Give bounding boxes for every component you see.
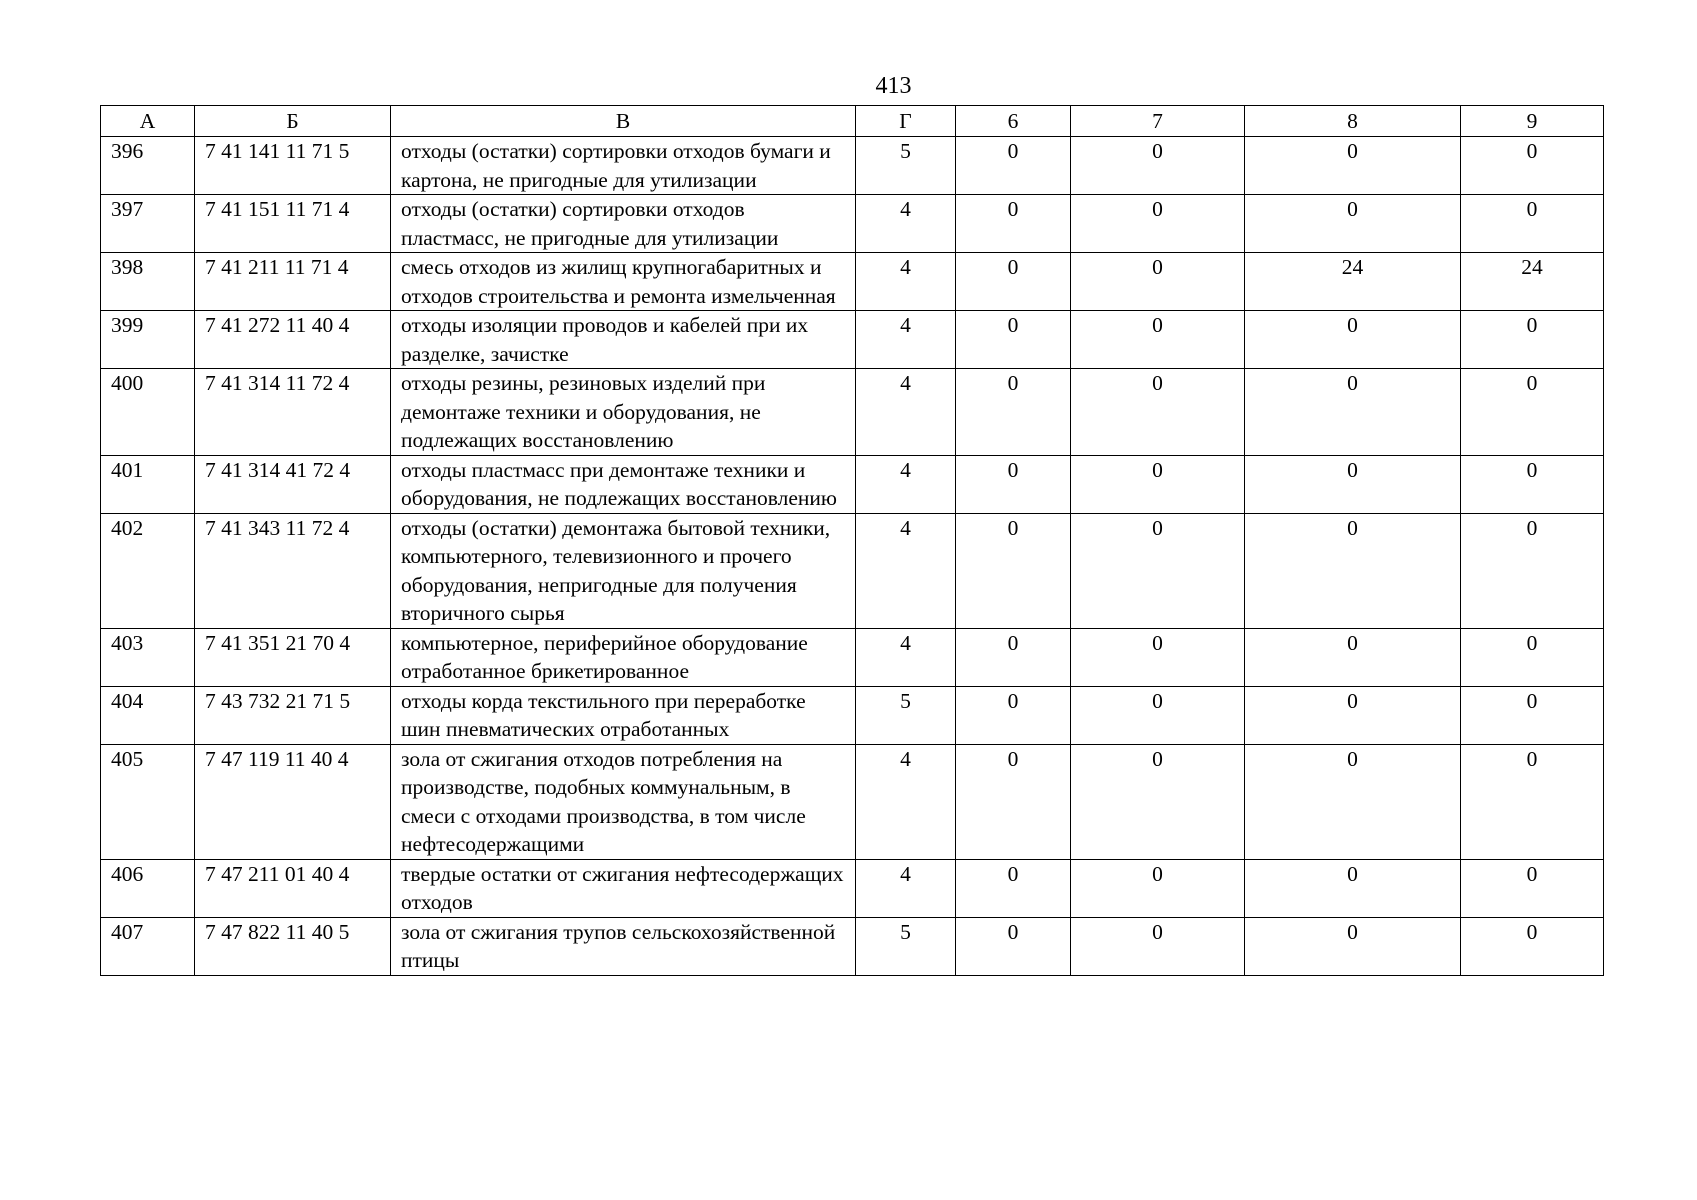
table-row — [101, 455, 1604, 513]
table-row — [101, 253, 1604, 311]
column-7-cell: 0 — [1071, 455, 1245, 513]
table-row — [101, 628, 1604, 686]
column-8-cell: 0 — [1245, 628, 1461, 686]
page-number: 413 — [875, 73, 912, 99]
column-8-cell: 0 — [1245, 311, 1461, 369]
column-8-cell: 0 — [1245, 137, 1461, 195]
column-6-cell: 0 — [956, 195, 1071, 253]
hazard-class-cell: 4 — [856, 859, 956, 917]
waste-name-cell: отходы (остатки) демонтажа бытовой техники, компьютерного, телевизионного и прочего оборудования, непригодные для получения вторичного сырья — [391, 513, 856, 628]
waste-name-cell: компьютерное, периферийное оборудование отработанное брикетированное — [391, 628, 856, 686]
waste-name-cell: отходы (остатки) сортировки отходов пластмасс, не пригодные для утилизации — [391, 195, 856, 253]
waste-name-cell: зола от сжигания отходов потребления на производстве, подобных коммунальным, в смеси с отходами производства, в том числе нефтесодержащими — [391, 744, 856, 859]
hazard-class-cell: 4 — [856, 513, 956, 628]
waste-code-cell: 7 41 151 11 71 4 — [195, 195, 391, 253]
column-6-cell: 0 — [956, 859, 1071, 917]
column-8-cell: 0 — [1245, 859, 1461, 917]
column-header-9: 9 — [1461, 106, 1604, 137]
table-row — [101, 137, 1604, 195]
waste-code-cell: 7 41 314 11 72 4 — [195, 369, 391, 456]
column-header-v: В — [391, 106, 856, 137]
waste-code-cell: 7 47 822 11 40 5 — [195, 917, 391, 975]
column-9-cell: 0 — [1461, 513, 1604, 628]
column-7-cell: 0 — [1071, 744, 1245, 859]
row-number-cell: 397 — [101, 195, 195, 253]
column-header-g: Г — [856, 106, 956, 137]
column-7-cell: 0 — [1071, 917, 1245, 975]
column-9-cell: 24 — [1461, 253, 1604, 311]
table-row — [101, 513, 1604, 628]
hazard-class-cell: 4 — [856, 628, 956, 686]
row-number-cell: 400 — [101, 369, 195, 456]
table-row — [101, 311, 1604, 369]
column-8-cell: 24 — [1245, 253, 1461, 311]
waste-code-cell: 7 43 732 21 71 5 — [195, 686, 391, 744]
waste-code-cell: 7 47 119 11 40 4 — [195, 744, 391, 859]
column-6-cell: 0 — [956, 253, 1071, 311]
column-7-cell: 0 — [1071, 311, 1245, 369]
row-number-cell: 401 — [101, 455, 195, 513]
table-row — [101, 744, 1604, 859]
column-9-cell: 0 — [1461, 195, 1604, 253]
row-number-cell: 399 — [101, 311, 195, 369]
waste-code-cell: 7 41 343 11 72 4 — [195, 513, 391, 628]
column-7-cell: 0 — [1071, 369, 1245, 456]
column-7-cell: 0 — [1071, 628, 1245, 686]
table-row — [101, 917, 1604, 975]
waste-name-cell: зола от сжигания трупов сельскохозяйственной птицы — [391, 917, 856, 975]
table-row — [101, 686, 1604, 744]
column-header-6: 6 — [956, 106, 1071, 137]
column-9-cell: 0 — [1461, 686, 1604, 744]
hazard-class-cell: 5 — [856, 137, 956, 195]
column-9-cell: 0 — [1461, 744, 1604, 859]
column-6-cell: 0 — [956, 628, 1071, 686]
waste-name-cell: отходы изоляции проводов и кабелей при их разделке, зачистке — [391, 311, 856, 369]
row-number-cell: 405 — [101, 744, 195, 859]
column-header-a: А — [101, 106, 195, 137]
waste-name-cell: отходы корда текстильного при переработке шин пневматических отработанных — [391, 686, 856, 744]
table-row — [101, 195, 1604, 253]
waste-code-cell: 7 41 351 21 70 4 — [195, 628, 391, 686]
column-header-b: Б — [195, 106, 391, 137]
row-number-cell: 403 — [101, 628, 195, 686]
waste-code-cell: 7 41 141 11 71 5 — [195, 137, 391, 195]
column-8-cell: 0 — [1245, 195, 1461, 253]
hazard-class-cell: 4 — [856, 311, 956, 369]
hazard-class-cell: 4 — [856, 455, 956, 513]
column-8-cell: 0 — [1245, 455, 1461, 513]
column-header-8: 8 — [1245, 106, 1461, 137]
row-number-cell: 407 — [101, 917, 195, 975]
waste-code-cell: 7 41 272 11 40 4 — [195, 311, 391, 369]
hazard-class-cell: 4 — [856, 744, 956, 859]
table-row — [101, 859, 1604, 917]
column-8-cell: 0 — [1245, 744, 1461, 859]
column-7-cell: 0 — [1071, 137, 1245, 195]
column-8-cell: 0 — [1245, 513, 1461, 628]
row-number-cell: 396 — [101, 137, 195, 195]
column-6-cell: 0 — [956, 744, 1071, 859]
column-header-7: 7 — [1071, 106, 1245, 137]
column-9-cell: 0 — [1461, 628, 1604, 686]
column-8-cell: 0 — [1245, 369, 1461, 456]
waste-code-cell: 7 41 211 11 71 4 — [195, 253, 391, 311]
column-9-cell: 0 — [1461, 455, 1604, 513]
column-6-cell: 0 — [956, 455, 1071, 513]
hazard-class-cell: 4 — [856, 253, 956, 311]
waste-code-cell: 7 47 211 01 40 4 — [195, 859, 391, 917]
waste-code-cell: 7 41 314 41 72 4 — [195, 455, 391, 513]
waste-table — [100, 105, 1604, 976]
column-7-cell: 0 — [1071, 686, 1245, 744]
waste-name-cell: смесь отходов из жилищ крупногабаритных и отходов строительства и ремонта измельченная — [391, 253, 856, 311]
column-9-cell: 0 — [1461, 859, 1604, 917]
column-9-cell: 0 — [1461, 137, 1604, 195]
row-number-cell: 406 — [101, 859, 195, 917]
column-6-cell: 0 — [956, 369, 1071, 456]
column-7-cell: 0 — [1071, 195, 1245, 253]
hazard-class-cell: 5 — [856, 686, 956, 744]
hazard-class-cell: 4 — [856, 369, 956, 456]
waste-name-cell: твердые остатки от сжигания нефтесодержащих отходов — [391, 859, 856, 917]
waste-name-cell: отходы резины, резиновых изделий при демонтаже техники и оборудования, не подлежащих восстановлению — [391, 369, 856, 456]
row-number-cell: 398 — [101, 253, 195, 311]
column-7-cell: 0 — [1071, 253, 1245, 311]
column-7-cell: 0 — [1071, 513, 1245, 628]
waste-name-cell: отходы (остатки) сортировки отходов бумаги и картона, не пригодные для утилизации — [391, 137, 856, 195]
row-number-cell: 404 — [101, 686, 195, 744]
column-7-cell: 0 — [1071, 859, 1245, 917]
table-header-row — [101, 106, 1604, 137]
row-number-cell: 402 — [101, 513, 195, 628]
table-body — [101, 137, 1604, 976]
column-6-cell: 0 — [956, 917, 1071, 975]
hazard-class-cell: 4 — [856, 195, 956, 253]
hazard-class-cell: 5 — [856, 917, 956, 975]
column-9-cell: 0 — [1461, 369, 1604, 456]
column-8-cell: 0 — [1245, 917, 1461, 975]
column-6-cell: 0 — [956, 137, 1071, 195]
column-6-cell: 0 — [956, 311, 1071, 369]
column-6-cell: 0 — [956, 513, 1071, 628]
column-9-cell: 0 — [1461, 917, 1604, 975]
column-9-cell: 0 — [1461, 311, 1604, 369]
table-row — [101, 369, 1604, 456]
column-8-cell: 0 — [1245, 686, 1461, 744]
waste-name-cell: отходы пластмасс при демонтаже техники и оборудования, не подлежащих восстановлению — [391, 455, 856, 513]
column-6-cell: 0 — [956, 686, 1071, 744]
